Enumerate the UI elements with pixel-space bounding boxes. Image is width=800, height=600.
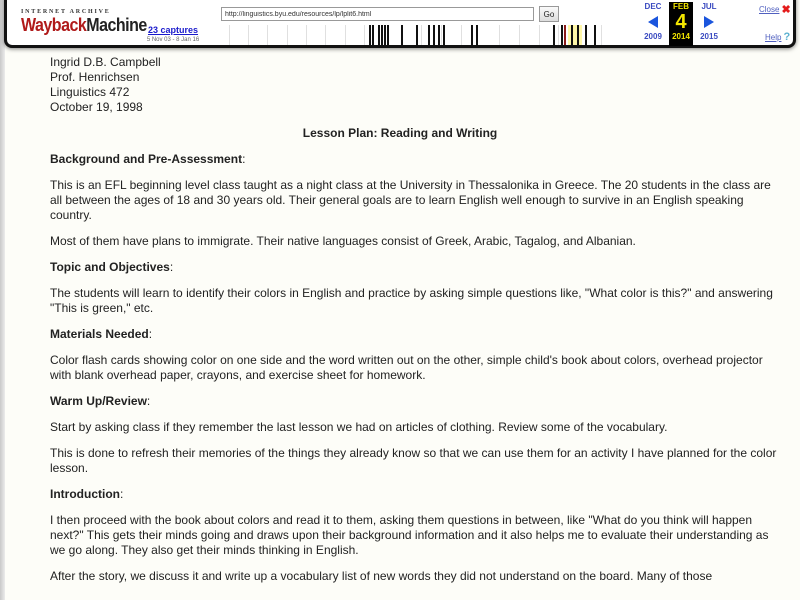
capture-bar — [438, 25, 440, 45]
date-navigator — [639, 2, 727, 46]
capture-bar — [416, 25, 418, 45]
paragraph: This is done to refresh their memories of the things they already know so that we can use them for an activity I have planned for the color lesson. — [50, 446, 777, 475]
capture-bar — [401, 25, 403, 45]
capture-bar — [384, 25, 386, 45]
paragraph: The students will learn to identify their colors in English and practice by asking simple questions like, "What color is this?" and answering "This is green," etc. — [50, 286, 773, 315]
capture-bar — [372, 25, 374, 45]
year-column — [558, 25, 559, 45]
next-month[interactable]: JUL — [701, 2, 717, 11]
wayback-toolbar — [4, 0, 796, 48]
capture-bar — [381, 25, 383, 45]
paragraph: This is an EFL beginning level class taught as a night class at the University in Thessalonika in Greece. The 20 students in the class are all between the ages of 18 and 30 years old. Their general goals are to learn English well enough to survive in an English speaking country. — [50, 178, 771, 222]
year-column — [364, 25, 365, 45]
current-month: FEB — [673, 2, 689, 11]
year-column — [248, 25, 249, 45]
capture-bar — [594, 25, 596, 45]
paragraph: Color flash cards showing color on one side and the word written out on the other, simple child's book about colors, overhead projector with blank overhead paper, crayons, and exercise sheet for homework. — [50, 353, 763, 382]
internet-archive-text: INTERNET ARCHIVE — [21, 9, 111, 15]
prev-capture[interactable] — [639, 2, 667, 42]
help[interactable] — [765, 31, 790, 43]
prev-year[interactable]: 2009 — [644, 32, 662, 41]
lesson-plan-document — [50, 55, 780, 595]
section-heading-background: Background and Pre-Assessment: — [50, 152, 246, 166]
prev-arrow-icon[interactable] — [648, 16, 658, 28]
capture-bar — [428, 25, 430, 45]
current-capture — [669, 2, 693, 46]
help-link[interactable]: Help — [765, 32, 782, 42]
paragraph: After the story, we discuss it and write up a vocabulary list of new words they did not understand on the board. Many of those — [50, 569, 713, 583]
capture-bar — [443, 25, 445, 45]
capture-bar — [553, 25, 555, 45]
document-header — [50, 55, 780, 115]
paragraph: Start by asking class if they remember the last lesson we had on articles of clothing. Review some of the vocabulary. — [50, 420, 668, 434]
year-column — [499, 25, 500, 45]
paragraph: Most of them have plans to immigrate. Their native languages consist of Greek, Arabic, Tagalog, and Albanian. — [50, 234, 636, 248]
year-column — [461, 25, 462, 45]
capture-bar — [471, 25, 473, 45]
capture-bar — [476, 25, 478, 45]
captures-date-range: 5 Nov 03 - 8 Jan 16 — [146, 37, 200, 43]
document-date: October 19, 1998 — [50, 100, 143, 114]
page-left-edge — [0, 0, 5, 600]
section-heading-materials: Materials Needed: — [50, 327, 153, 341]
author-name: Ingrid D.B. Campbell — [50, 55, 161, 69]
close-icon[interactable]: ✖ — [781, 4, 791, 16]
prev-month[interactable]: DEC — [644, 2, 662, 11]
year-column — [345, 25, 346, 45]
next-year[interactable]: 2015 — [700, 32, 718, 41]
help-icon[interactable]: ? — [783, 31, 791, 43]
capture-bar — [387, 25, 389, 45]
capture-bar — [433, 25, 435, 45]
next-capture[interactable] — [695, 2, 723, 42]
wayback-logo[interactable] — [21, 9, 147, 41]
section-heading-warmup: Warm Up/Review: — [50, 394, 151, 408]
year-column — [601, 25, 602, 45]
professor-name: Prof. Henrichsen — [50, 70, 140, 84]
year-column — [287, 25, 288, 45]
selected-capture-bar — [564, 25, 566, 45]
url-bar — [221, 7, 561, 21]
go-button[interactable]: Go — [539, 6, 559, 22]
year-column — [267, 25, 268, 45]
section-heading-topic: Topic and Objectives: — [50, 260, 174, 274]
next-arrow-icon[interactable] — [704, 16, 714, 28]
capture-bar — [585, 25, 587, 45]
capture-bar — [378, 25, 380, 45]
capture-sparkline[interactable] — [221, 25, 617, 45]
captures-summary — [133, 25, 213, 43]
capture-bar — [369, 25, 371, 45]
page-title: Lesson Plan: Reading and Writing — [302, 126, 498, 140]
year-column — [421, 25, 422, 45]
current-year: 2014 — [672, 32, 690, 41]
paragraph: I then proceed with the book about colors and read it to them, asking them questions in between, like "What do you think will happen next?" This gets their minds going and draws upon their background information and it also helps me to evaluate their understanding as we go along. They also get their minds thinking in English. — [50, 513, 769, 557]
year-column — [229, 25, 230, 45]
capture-bar — [577, 25, 579, 45]
close-toolbar[interactable] — [759, 3, 791, 16]
captures-link[interactable]: 23 captures — [147, 25, 199, 35]
year-column — [441, 25, 442, 45]
capture-bar — [571, 25, 573, 45]
year-column — [539, 25, 540, 45]
close-link[interactable]: Close — [759, 5, 780, 14]
year-column — [325, 25, 326, 45]
year-column — [519, 25, 520, 45]
wayback-machine-wordmark: WaybackMachine — [21, 16, 147, 36]
section-heading-introduction: Introduction: — [50, 487, 124, 501]
current-day: 4 — [675, 11, 687, 33]
year-column — [306, 25, 307, 45]
capture-bar — [561, 25, 563, 45]
url-input[interactable] — [221, 7, 534, 21]
course-name: Linguistics 472 — [50, 85, 130, 99]
